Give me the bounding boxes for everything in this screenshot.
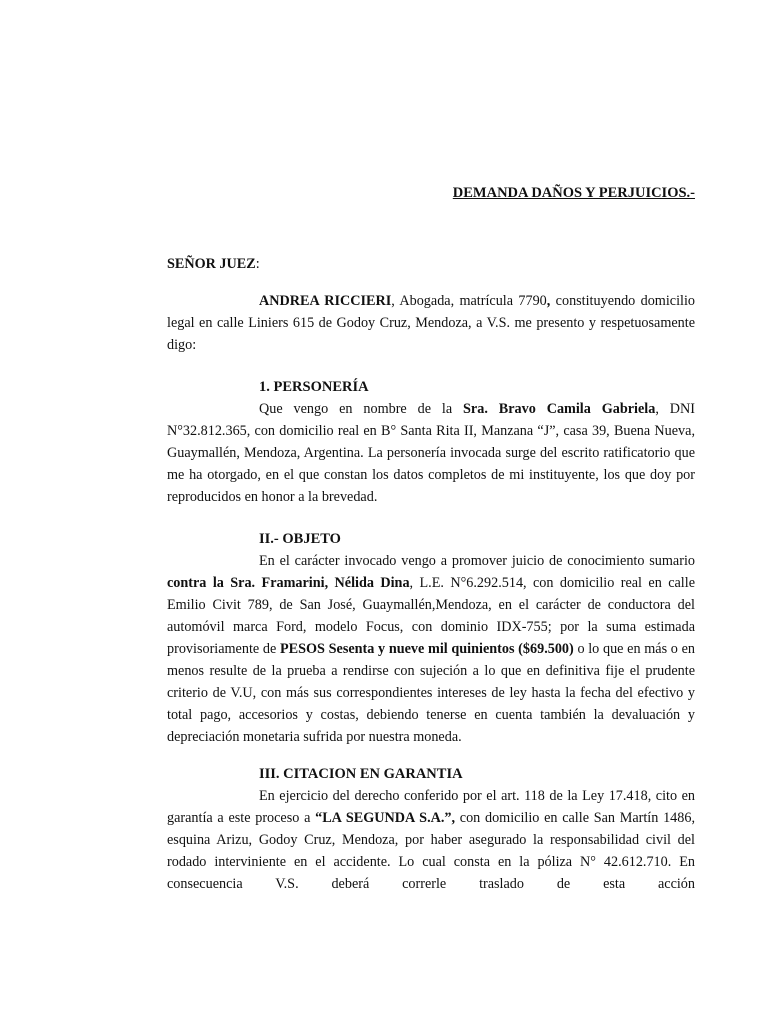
- intro-comma: ,: [546, 293, 551, 309]
- section-3-paragraph: [167, 785, 695, 895]
- salutation-colon: :: [255, 256, 260, 272]
- defendant-name: contra la Sra. Framarini, Nélida Dina: [167, 575, 410, 591]
- document-title: DEMANDA DAÑOS Y PERJUICIOS.-: [452, 185, 695, 201]
- intro-text-b: constituyendo domicilio legal en calle Liniers 615 de Godoy Cruz, Mendoza, a V.S. me presento y respetuosamente digo:: [167, 293, 695, 353]
- section-3-heading: III. CITACION EN GARANTIA: [259, 766, 463, 782]
- intro-paragraph: [167, 290, 695, 356]
- section-2-heading: II.- OBJETO: [259, 531, 341, 547]
- salutation: [167, 253, 695, 275]
- section-2-text-2: , L.E. N°6.292.514, con domicilio real en calle Emilio Civit 789, de San José, Guaymallén,Mendoza, en el carácter de conductora del automóvil marca Ford, modelo Focus, con dominio IDX-755; por la suma estimada provisoriamente de: [167, 575, 695, 657]
- document-body: [167, 183, 695, 895]
- intro-text-a: , Abogada, matrícula 7790: [391, 293, 547, 309]
- insurer-name: “LA SEGUNDA S.A.”,: [315, 810, 456, 826]
- section-2-text-3: o lo que en más o en menos resulte de la prueba a rendirse con sujeción a lo que en definitiva fije el prudente criterio de V.U, con más sus correspondientes intereses de ley hasta la fecha del efectivo y total pago, accesorios y costas, debiendo tenerse en cuenta también la devaluación y depreciación monetaria sufrida por nuestra moneda.: [167, 641, 695, 745]
- lawyer-name: ANDREA RICCIERI: [259, 293, 392, 309]
- section-2-text-1: En el carácter invocado vengo a promover juicio de conocimiento sumario: [259, 553, 695, 569]
- salutation-label: SEÑOR JUEZ: [167, 256, 256, 272]
- section-2-paragraph: [167, 550, 695, 748]
- section-1-text-2: , DNI N°32.812.365, con domicilio real en B° Santa Rita II, Manzana “J”, casa 39, Buena Nueva, Guaymallén, Mendoza, Argentina. La personería invocada surge del escrito ratificatorio que me ha otorgado, en el que constan los datos completos de mi instituyente, los que doy por reproducidos en honor a la brevedad.: [167, 401, 696, 505]
- section-3-text-1: En ejercicio del derecho conferido por el art. 118 de la Ley 17.418, cito en garantía a este proceso a: [167, 788, 695, 826]
- section-1-heading: 1. PERSONERÍA: [259, 379, 369, 395]
- section-3-text-2: con domicilio en calle San Martín 1486, esquina Arizu, Godoy Cruz, Mendoza, por haber asegurado la responsabilidad civil del rodado interviniente en el accidente. Lo cual consta en la póliza N° 42.612.710. En consecuencia V.S. deberá correrle traslado de esta acción: [167, 810, 695, 892]
- section-1-paragraph: [167, 398, 695, 508]
- client-name: Sra. Bravo Camila Gabriela: [463, 401, 656, 417]
- section-1-text-1: Que vengo en nombre de la: [259, 401, 464, 417]
- claim-amount: PESOS Sesenta y nueve mil quinientos ($69.500): [279, 641, 574, 657]
